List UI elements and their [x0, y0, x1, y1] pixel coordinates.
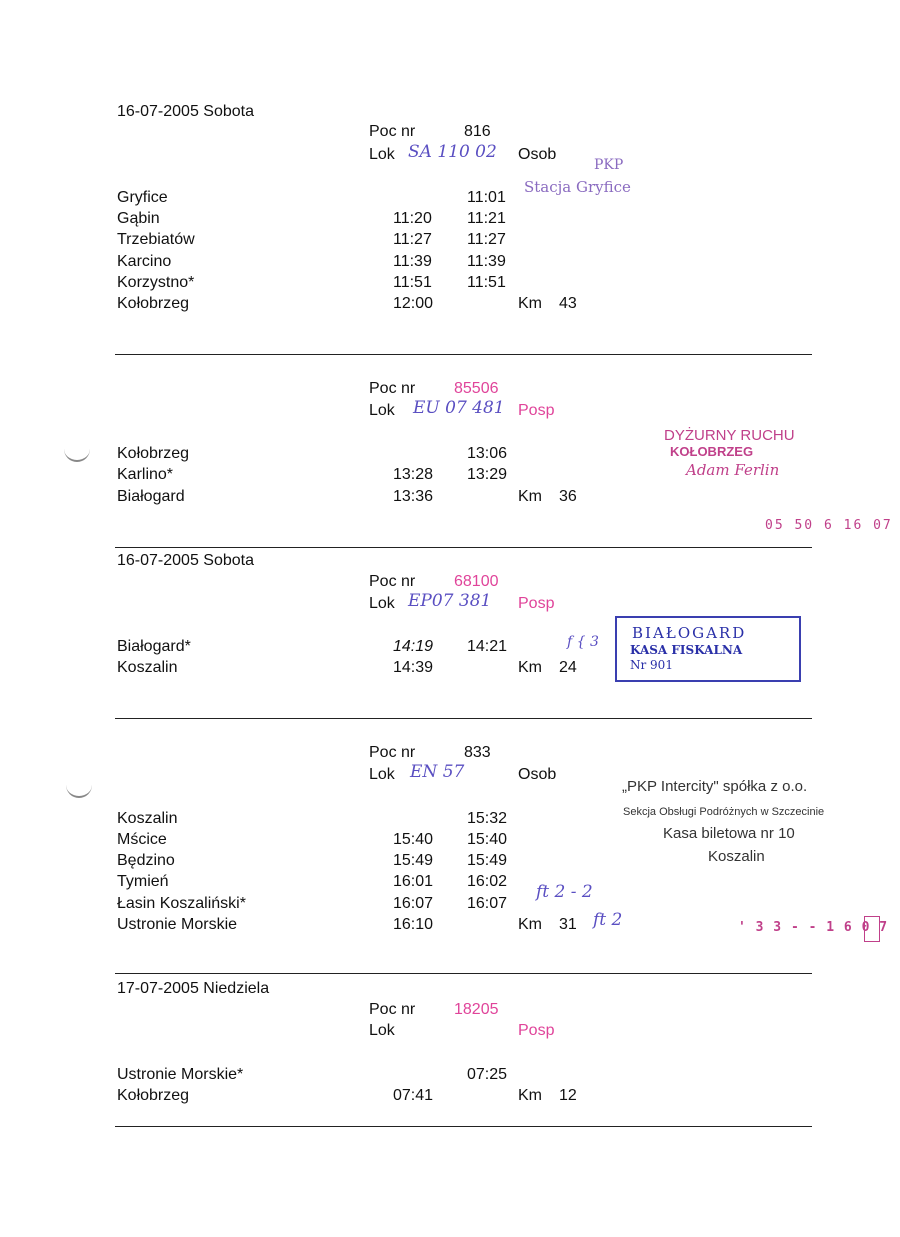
handwritten-note-b: f { 3: [567, 634, 599, 650]
station-arr: 11:51: [393, 274, 432, 291]
station-name: Gryfice: [117, 189, 168, 206]
km-label: Km: [518, 659, 542, 676]
km-value: 31: [559, 916, 577, 933]
handwritten-note-km: ft 2: [593, 910, 623, 930]
station-dep: 07:25: [467, 1066, 508, 1083]
km-value: 43: [559, 295, 577, 312]
station-arr: 14:39: [393, 659, 434, 676]
section-divider: [115, 718, 812, 719]
km-value: 24: [559, 659, 577, 676]
station-name: Ustronie Morskie: [117, 916, 238, 933]
station-arr: 15:49: [393, 852, 434, 869]
intercity-stamp-line2: Sekcja Obsługi Podróżnych w Szczecinie: [623, 806, 825, 818]
section-4-type: Osob: [518, 766, 557, 783]
section-1-lok-handwritten: SA 110 02: [408, 142, 497, 162]
section-4-lok-handwritten: EN 57: [410, 762, 465, 782]
section-2-type: Posp: [518, 402, 555, 419]
km-label: Km: [518, 488, 542, 505]
km-value: 12: [559, 1087, 577, 1104]
section-1-poc-value: 816: [464, 123, 491, 140]
date-code-stamp-1: 05 50 6 16 07: [765, 518, 893, 533]
station-arr: 13:36: [393, 488, 434, 505]
station-arr: 11:27: [393, 231, 432, 248]
station-name: Gąbin: [117, 210, 160, 227]
station-name: Łasin Koszaliński*: [117, 895, 246, 912]
section-5-date: 17-07-2005 Niedziela: [117, 980, 270, 997]
station-arr: 12:00: [393, 295, 434, 312]
station-dep: 11:51: [467, 274, 506, 291]
station-dep: 15:32: [467, 810, 508, 827]
station-name: Korzystno*: [117, 274, 195, 291]
handwritten-note-s2: ft 2 - 2: [536, 882, 593, 902]
section-divider: [115, 354, 812, 355]
station-dep: 13:06: [467, 445, 508, 462]
section-5-poc-label: Poc nr: [369, 1001, 416, 1018]
intercity-stamp-line3: Kasa biletowa nr 10: [663, 825, 795, 842]
date-code-stamp-2: ' 3 3 - - 1 6 0 7: [738, 920, 889, 935]
gryfice-stamp-line2: Stacja Gryfice: [524, 178, 631, 196]
station-name: Karcino: [117, 253, 172, 270]
section-3-lok-handwritten: EP07 381: [408, 591, 492, 611]
bialogard-stamp-line1: BIAŁOGARD: [632, 624, 747, 642]
station-name: Będzino: [117, 852, 175, 869]
section-2-lok-label: Lok: [369, 402, 395, 419]
station-arr: 14:19: [393, 638, 434, 655]
section-2-lok-handwritten: EU 07 481: [413, 398, 505, 418]
section-3-poc-label: Poc nr: [369, 573, 416, 590]
station-dep: 13:29: [467, 466, 508, 483]
station-arr: 07:41: [393, 1087, 434, 1104]
station-name: Karlino*: [117, 466, 174, 483]
station-dep: 11:39: [467, 253, 506, 270]
station-dep: 16:07: [467, 895, 508, 912]
section-divider: [115, 1126, 812, 1127]
station-arr: 11:20: [393, 210, 432, 227]
bialogard-stamp-line2: KASA FISKALNA: [630, 643, 743, 657]
km-value: 36: [559, 488, 577, 505]
section-3-poc-value: 68100: [454, 573, 499, 590]
section-5-poc-value: 18205: [454, 1001, 499, 1018]
section-divider: [115, 973, 812, 974]
station-dep: 15:40: [467, 831, 508, 848]
station-arr: 15:40: [393, 831, 434, 848]
station-name: Białogard*: [117, 638, 191, 655]
pkp-logo-stamp: [864, 916, 880, 942]
station-dep: 15:49: [467, 852, 508, 869]
dyzurny-stamp-line3: Adam Ferlin: [686, 461, 780, 479]
km-label: Km: [518, 295, 542, 312]
station-name: Koszalin: [117, 659, 178, 676]
station-name: Kołobrzeg: [117, 445, 190, 462]
section-4-lok-label: Lok: [369, 766, 395, 783]
station-name: Koszalin: [117, 810, 178, 827]
intercity-stamp-line1: „PKP Intercity" spółka z o.o.: [622, 778, 808, 795]
station-name: Kołobrzeg: [117, 1087, 190, 1104]
section-4-poc-label: Poc nr: [369, 744, 416, 761]
station-name: Białogard: [117, 488, 185, 505]
station-arr: 11:39: [393, 253, 432, 270]
punch-hole-mark: [64, 446, 90, 462]
km-label: Km: [518, 1087, 542, 1104]
station-arr: 16:07: [393, 895, 434, 912]
section-2-poc-label: Poc nr: [369, 380, 416, 397]
section-3-date: 16-07-2005 Sobota: [117, 552, 254, 569]
station-dep: 11:27: [467, 231, 506, 248]
station-name: Tymień: [117, 873, 169, 890]
dyzurny-stamp-line1: DYŻURNY RUCHU: [664, 427, 795, 444]
dyzurny-stamp-line2: KOŁOBRZEG: [670, 444, 754, 459]
station-name: Trzebiatów: [117, 231, 195, 248]
station-name: Mścice: [117, 831, 167, 848]
station-arr: 16:10: [393, 916, 434, 933]
section-1-date: 16-07-2005 Sobota: [117, 103, 254, 120]
section-5-type: Posp: [518, 1022, 555, 1039]
station-arr: 16:01: [393, 873, 434, 890]
bialogard-stamp-line3: Nr 901: [630, 658, 673, 672]
section-5-lok-label: Lok: [369, 1022, 395, 1039]
section-3-lok-label: Lok: [369, 595, 395, 612]
section-1-lok-label: Lok: [369, 146, 395, 163]
km-label: Km: [518, 916, 542, 933]
station-arr: 13:28: [393, 466, 434, 483]
station-dep: 11:21: [467, 210, 506, 227]
punch-hole-mark: [66, 782, 92, 798]
gryfice-stamp-line1: PKP: [594, 157, 624, 173]
intercity-stamp-line4: Koszalin: [708, 848, 765, 865]
station-name: Kołobrzeg: [117, 295, 190, 312]
station-dep: 11:01: [467, 189, 506, 206]
station-dep: 14:21: [467, 638, 508, 655]
section-1-type: Osob: [518, 146, 557, 163]
section-3-type: Posp: [518, 595, 555, 612]
section-1-poc-label: Poc nr: [369, 123, 416, 140]
section-divider: [115, 547, 812, 548]
station-dep: 16:02: [467, 873, 508, 890]
section-2-poc-value: 85506: [454, 380, 499, 397]
section-4-poc-value: 833: [464, 744, 491, 761]
station-name: Ustronie Morskie*: [117, 1066, 244, 1083]
